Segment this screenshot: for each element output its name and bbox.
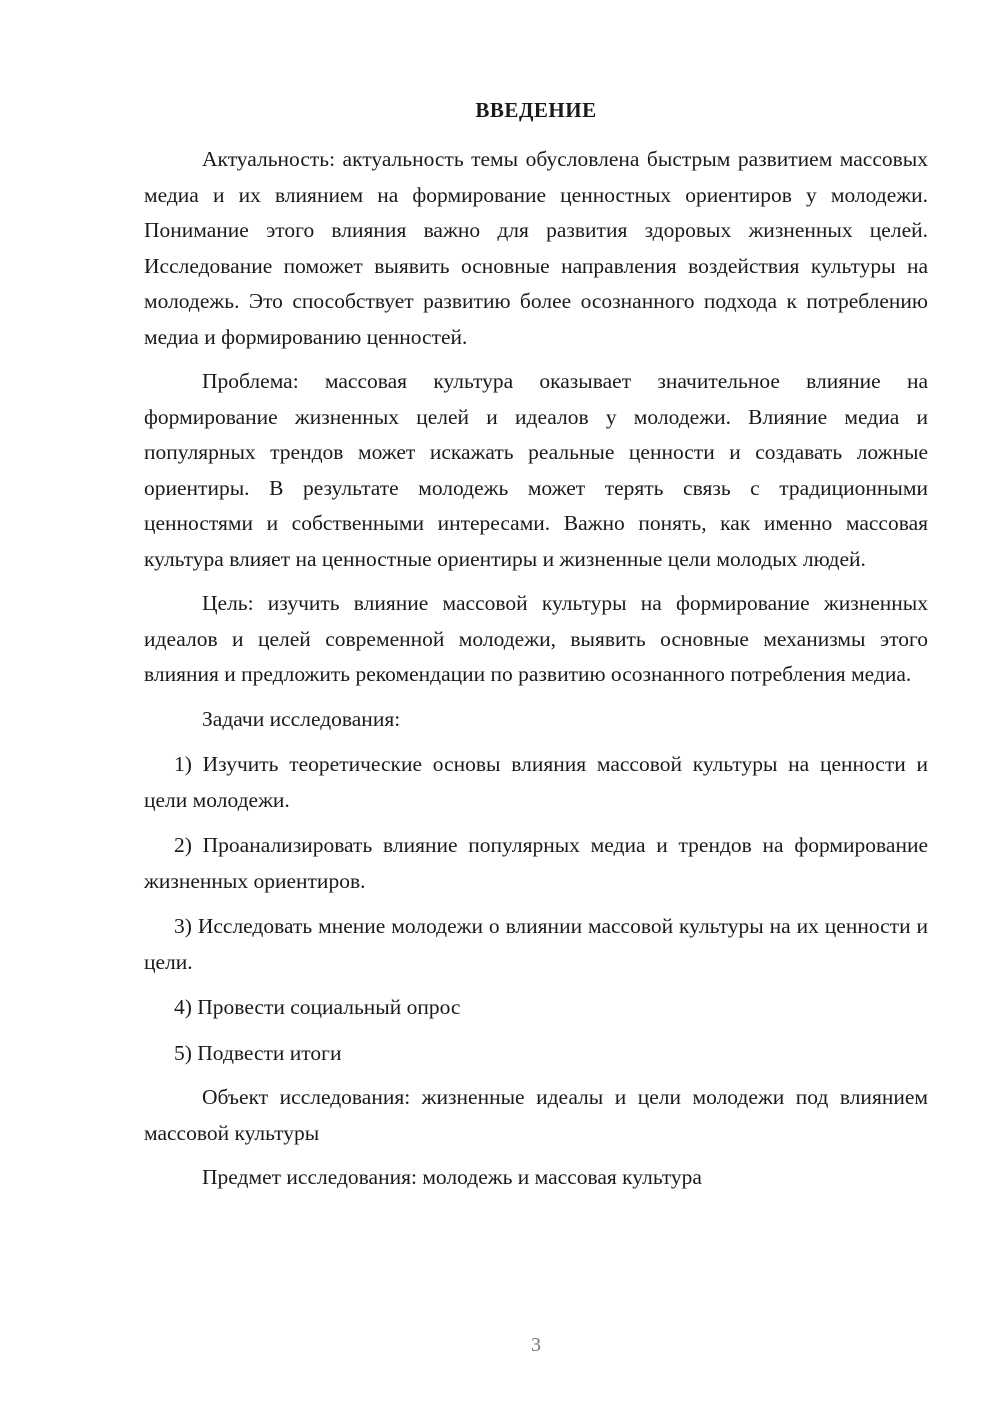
paragraph-subject: Предмет исследования: молодежь и массовая культура <box>202 1165 702 1189</box>
task-item-1: 1) Изучить теоретические основы влияния массовой культуры на ценности и цели молодежи. <box>144 752 928 812</box>
paragraph-problem: Проблема: массовая культура оказывает значительное влияние на формирование жизненных целей и идеалов у молодежи. Влияние медиа и популярных трендов может искажать реальные ценности и создавать ложные ориентиры. В результате молодежь может терять связь с традиционными ценностями и собственными интересами. Важно понять, как именно массовая культура влияет на ценностные ориентиры и жизненные цели молодых людей. <box>144 369 928 571</box>
paragraph-relevance: Актуальность: актуальность темы обусловлена быстрым развитием массовых медиа и их влиянием на формирование ценностных ориентиров у молодежи. Понимание этого влияния важно для развития здоровых жизненных целей. Исследование поможет выявить основные направления воздействия культуры на молодежь. Это способствует развитию более осознанного подхода к потреблению медиа и формированию ценностей. <box>144 147 928 349</box>
task-item-2: 2) Проанализировать влияние популярных медиа и трендов на формирование жизненных ориентиров. <box>144 833 928 893</box>
page-number: 3 <box>531 1334 541 1356</box>
task-item-5: 5) Подвести итоги <box>174 1040 342 1065</box>
document-body <box>144 142 928 1196</box>
paragraph-goal: Цель: изучить влияние массовой культуры на формирование жизненных идеалов и целей современной молодежи, выявить основные механизмы этого влияния и предложить рекомендации по развитию осознанного потребления медиа. <box>144 591 928 686</box>
task-item-3: 3) Исследовать мнение молодежи о влиянии массовой культуры на их ценности и цели. <box>144 914 928 974</box>
paragraph-object: Объект исследования: жизненные идеалы и цели молодежи под влиянием массовой культуры <box>144 1085 928 1145</box>
tasks-heading: Задачи исследования: <box>202 706 401 731</box>
page-title: ВВЕДЕНИЕ <box>475 98 597 122</box>
task-item-4: 4) Провести социальный опрос <box>174 995 461 1019</box>
